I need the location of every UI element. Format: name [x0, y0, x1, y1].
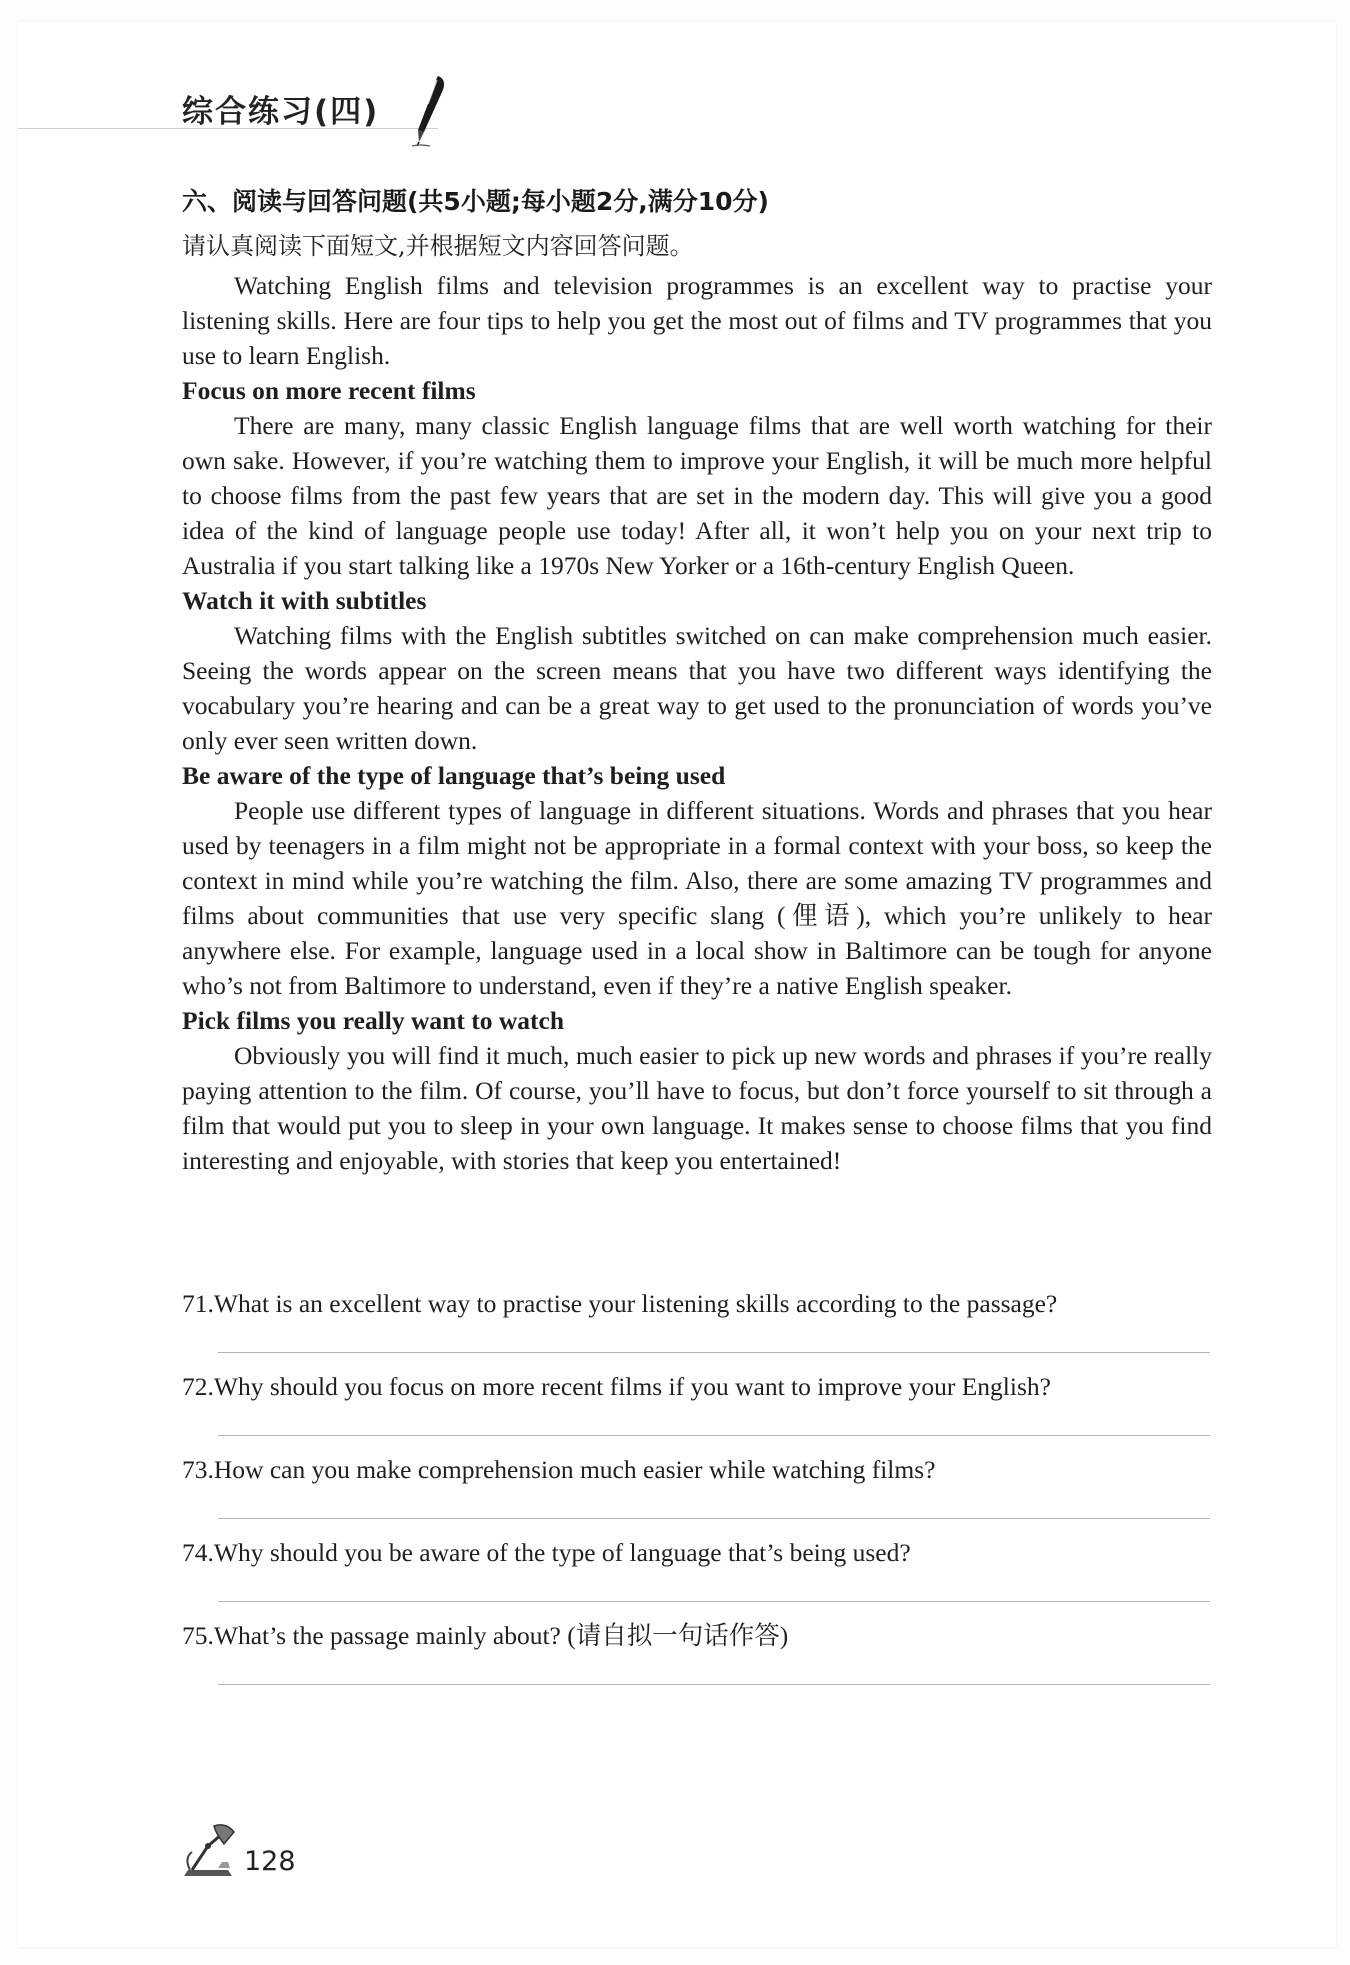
desk-lamp-icon: [178, 1822, 238, 1880]
reading-passage: [182, 268, 1212, 1178]
question-prompt: Why should you focus on more recent films if you want to improve your English?: [213, 1372, 1051, 1401]
answer-line[interactable]: [218, 1684, 1210, 1685]
header-rule: [18, 128, 438, 129]
question-item: [182, 1535, 1212, 1618]
question-number: 72.: [182, 1372, 214, 1401]
question-number: 73.: [182, 1455, 214, 1484]
passage-intro: Watching English films and television programmes is an excellent way to practise your listening skills. Here are four tips to help you get the most out of films and TV programmes that you use to learn English.: [182, 271, 1212, 370]
page-number: 128: [244, 1846, 296, 1877]
question-text: [182, 1369, 1212, 1404]
question-prompt: What is an excellent way to practise your listening skills according to the passage?: [213, 1289, 1058, 1318]
question-prompt: What’s the passage mainly about? (请自拟一句话作答): [213, 1621, 789, 1650]
question-text: [182, 1286, 1212, 1321]
answer-line[interactable]: [218, 1352, 1210, 1353]
tip-body: Watching films with the English subtitles switched on can make comprehension much easier. Seeing the words appear on the screen means that you have two different ways identifying the vocabulary you’re hearing and can be a great way to get used to the pronunciation of words you’ve only ever seen written down.: [182, 621, 1212, 755]
question-number: 75.: [182, 1621, 214, 1650]
question-item: [182, 1369, 1212, 1452]
question-item: [182, 1618, 1212, 1701]
question-item: [182, 1286, 1212, 1369]
question-item: [182, 1452, 1212, 1535]
answer-line[interactable]: [218, 1518, 1210, 1519]
pen-icon: [408, 74, 448, 148]
question-text: [182, 1535, 1212, 1570]
tip-heading: Focus on more recent films: [182, 376, 476, 405]
section-title: 六、阅读与回答问题(共5小题;每小题2分,满分10分): [182, 187, 769, 216]
question-text: [182, 1618, 1212, 1653]
question-number: 71.: [182, 1289, 214, 1318]
question-prompt: How can you make comprehension much easier while watching films?: [213, 1455, 936, 1484]
question-text: [182, 1452, 1212, 1487]
question-prompt: Why should you be aware of the type of language that’s being used?: [213, 1538, 911, 1567]
tip-body: There are many, many classic English language films that are well worth watching for their own sake. However, if you’re watching them to improve your English, it will be much more helpful to choose films from the past few years that are set in the modern day. This will give you a good idea of the kind of language people use today! After all, it won’t help you on your next trip to Australia if you start talking like a 1970s New Yorker or a 16th-century English Queen.: [182, 411, 1212, 580]
section-instructions: 请认真阅读下面短文,并根据短文内容回答问题。: [182, 232, 694, 260]
question-number: 74.: [182, 1538, 214, 1567]
tip-heading: Pick films you really want to watch: [182, 1006, 565, 1035]
tip-heading: Be aware of the type of language that’s being used: [182, 761, 726, 790]
answer-line[interactable]: [218, 1601, 1210, 1602]
question-list: [182, 1286, 1212, 1701]
tip-body: People use different types of language in different situations. Words and phrases that you hear used by teenagers in a film might not be appropriate in a formal context with your boss, so keep the context in mind while you’re watching the film. Also, there are some amazing TV programmes and films about communities that use very specific slang (俚语), which you’re unlikely to hear anywhere else. For example, language used in a local show in Baltimore can be tough for anyone who’s not from Baltimore to understand, even if they’re a native English speaker.: [182, 796, 1212, 1000]
answer-line[interactable]: [218, 1435, 1210, 1436]
tip-body: Obviously you will find it much, much easier to pick up new words and phrases if you’re really paying attention to the film. Of course, you’ll have to focus, but don’t force yourself to sit through a film that would put you to sleep in your own language. It makes sense to choose films that you find interesting and enjoyable, with stories that keep you entertained!: [182, 1041, 1212, 1175]
page-header-title: 综合练习(四): [182, 94, 380, 130]
tip-heading: Watch it with subtitles: [182, 586, 427, 615]
